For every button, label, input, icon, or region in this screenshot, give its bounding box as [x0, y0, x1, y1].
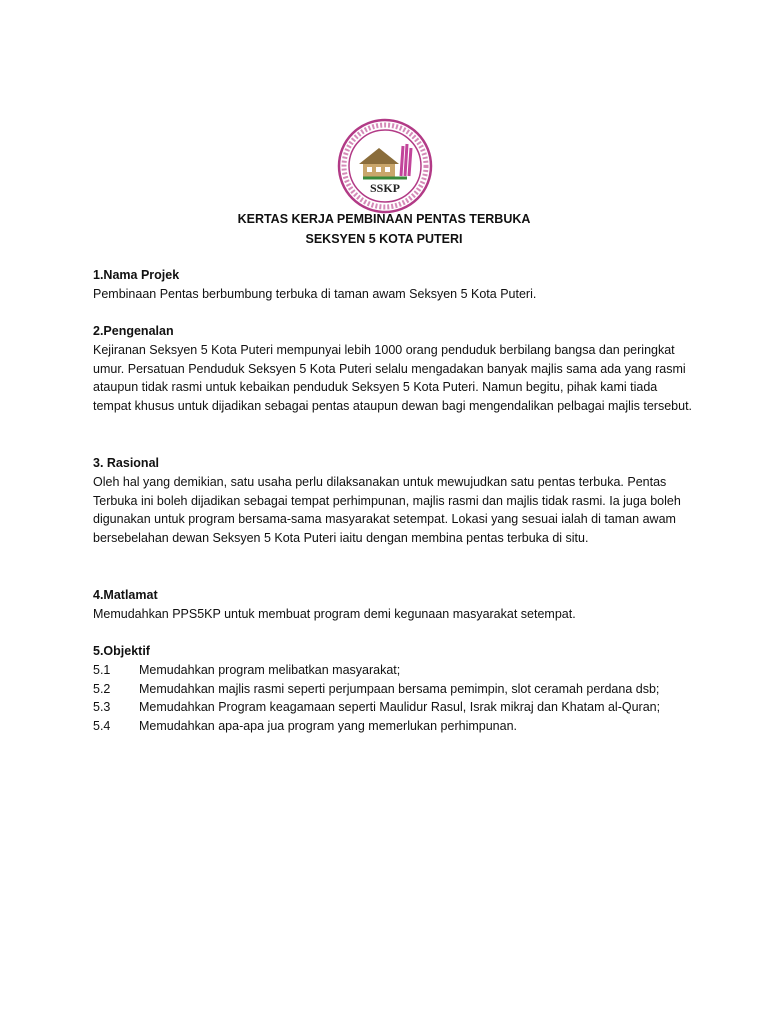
objective-text: Memudahkan apa-apa jua program yang memerlukan perhimpunan. — [139, 719, 517, 734]
objective-number: 5.2 — [93, 681, 111, 696]
logo-text: SSKP — [369, 181, 401, 195]
objective-item — [93, 661, 693, 680]
document-subtitle: SEKSYEN 5 KOTA PUTERI — [305, 232, 463, 246]
objective-item — [93, 698, 693, 717]
section-body: Memudahkan PPS5KP untuk membuat program demi kegunaan masyarakat setempat. — [93, 606, 576, 621]
objective-number: 5.3 — [93, 700, 111, 715]
objective-number: 5.1 — [93, 662, 111, 677]
section-body: Pembinaan Pentas berbumbung terbuka di taman awam Seksyen 5 Kota Puteri. — [93, 286, 537, 301]
section-heading: 5.Objektif — [93, 644, 150, 658]
objective-item — [93, 680, 693, 699]
document-title: KERTAS KERJA PEMBINAAN PENTAS TERBUKA — [237, 212, 531, 226]
section-heading: 3. Rasional — [93, 456, 159, 470]
section-body: Kejiranan Seksyen 5 Kota Puteri mempunyai lebih 1000 orang penduduk berbilang bangsa dan peringkat umur. Persatuan Penduduk Seksyen 5 Kota Puteri selalu mengadakan banyak majlis sama ada yang rasmi ataupun tidak rasmi untuk kebaikan penduduk Seksyen 5 Kota Puteri. Namun begitu, pihak kami tiada tempat khusus untuk dijadikan sebagai pentas ataupun dewan bagi mengendalikan pelbagai majlis tersebut. — [93, 342, 693, 414]
objective-item — [93, 717, 693, 736]
objective-text: Memudahkan Program keagamaan seperti Maulidur Rasul, Israk mikraj dan Khatam al-Quran; — [139, 700, 661, 715]
section-nama-projek — [93, 266, 693, 304]
section-matlamat — [93, 586, 693, 624]
objective-text: Memudahkan majlis rasmi seperti perjumpaan bersama pemimpin, slot ceramah perdana dsb; — [139, 681, 660, 696]
section-objektif — [93, 642, 693, 736]
objective-text: Memudahkan program melibatkan masyarakat; — [139, 662, 401, 677]
section-pengenalan — [93, 322, 693, 416]
section-rasional — [93, 454, 693, 548]
sskp-logo — [337, 118, 433, 214]
section-heading: 1.Nama Projek — [93, 268, 180, 282]
objective-number: 5.4 — [93, 719, 111, 734]
section-heading: 2.Pengenalan — [93, 324, 174, 338]
section-heading: 4.Matlamat — [93, 588, 158, 602]
section-body: Oleh hal yang demikian, satu usaha perlu dilaksanakan untuk mewujudkan satu pentas terbuka. Pentas Terbuka ini boleh dijadikan sebagai tempat perhimpunan, majlis rasmi dan majlis tidak rasmi. Ia juga boleh digunakan untuk program bersama-sama masyarakat setempat. Lokasi yang sesuai ialah di taman awam bersebelahan dewan Seksyen 5 Kota Puteri iaitu dengan membina pentas terbuka di situ. — [93, 474, 681, 546]
